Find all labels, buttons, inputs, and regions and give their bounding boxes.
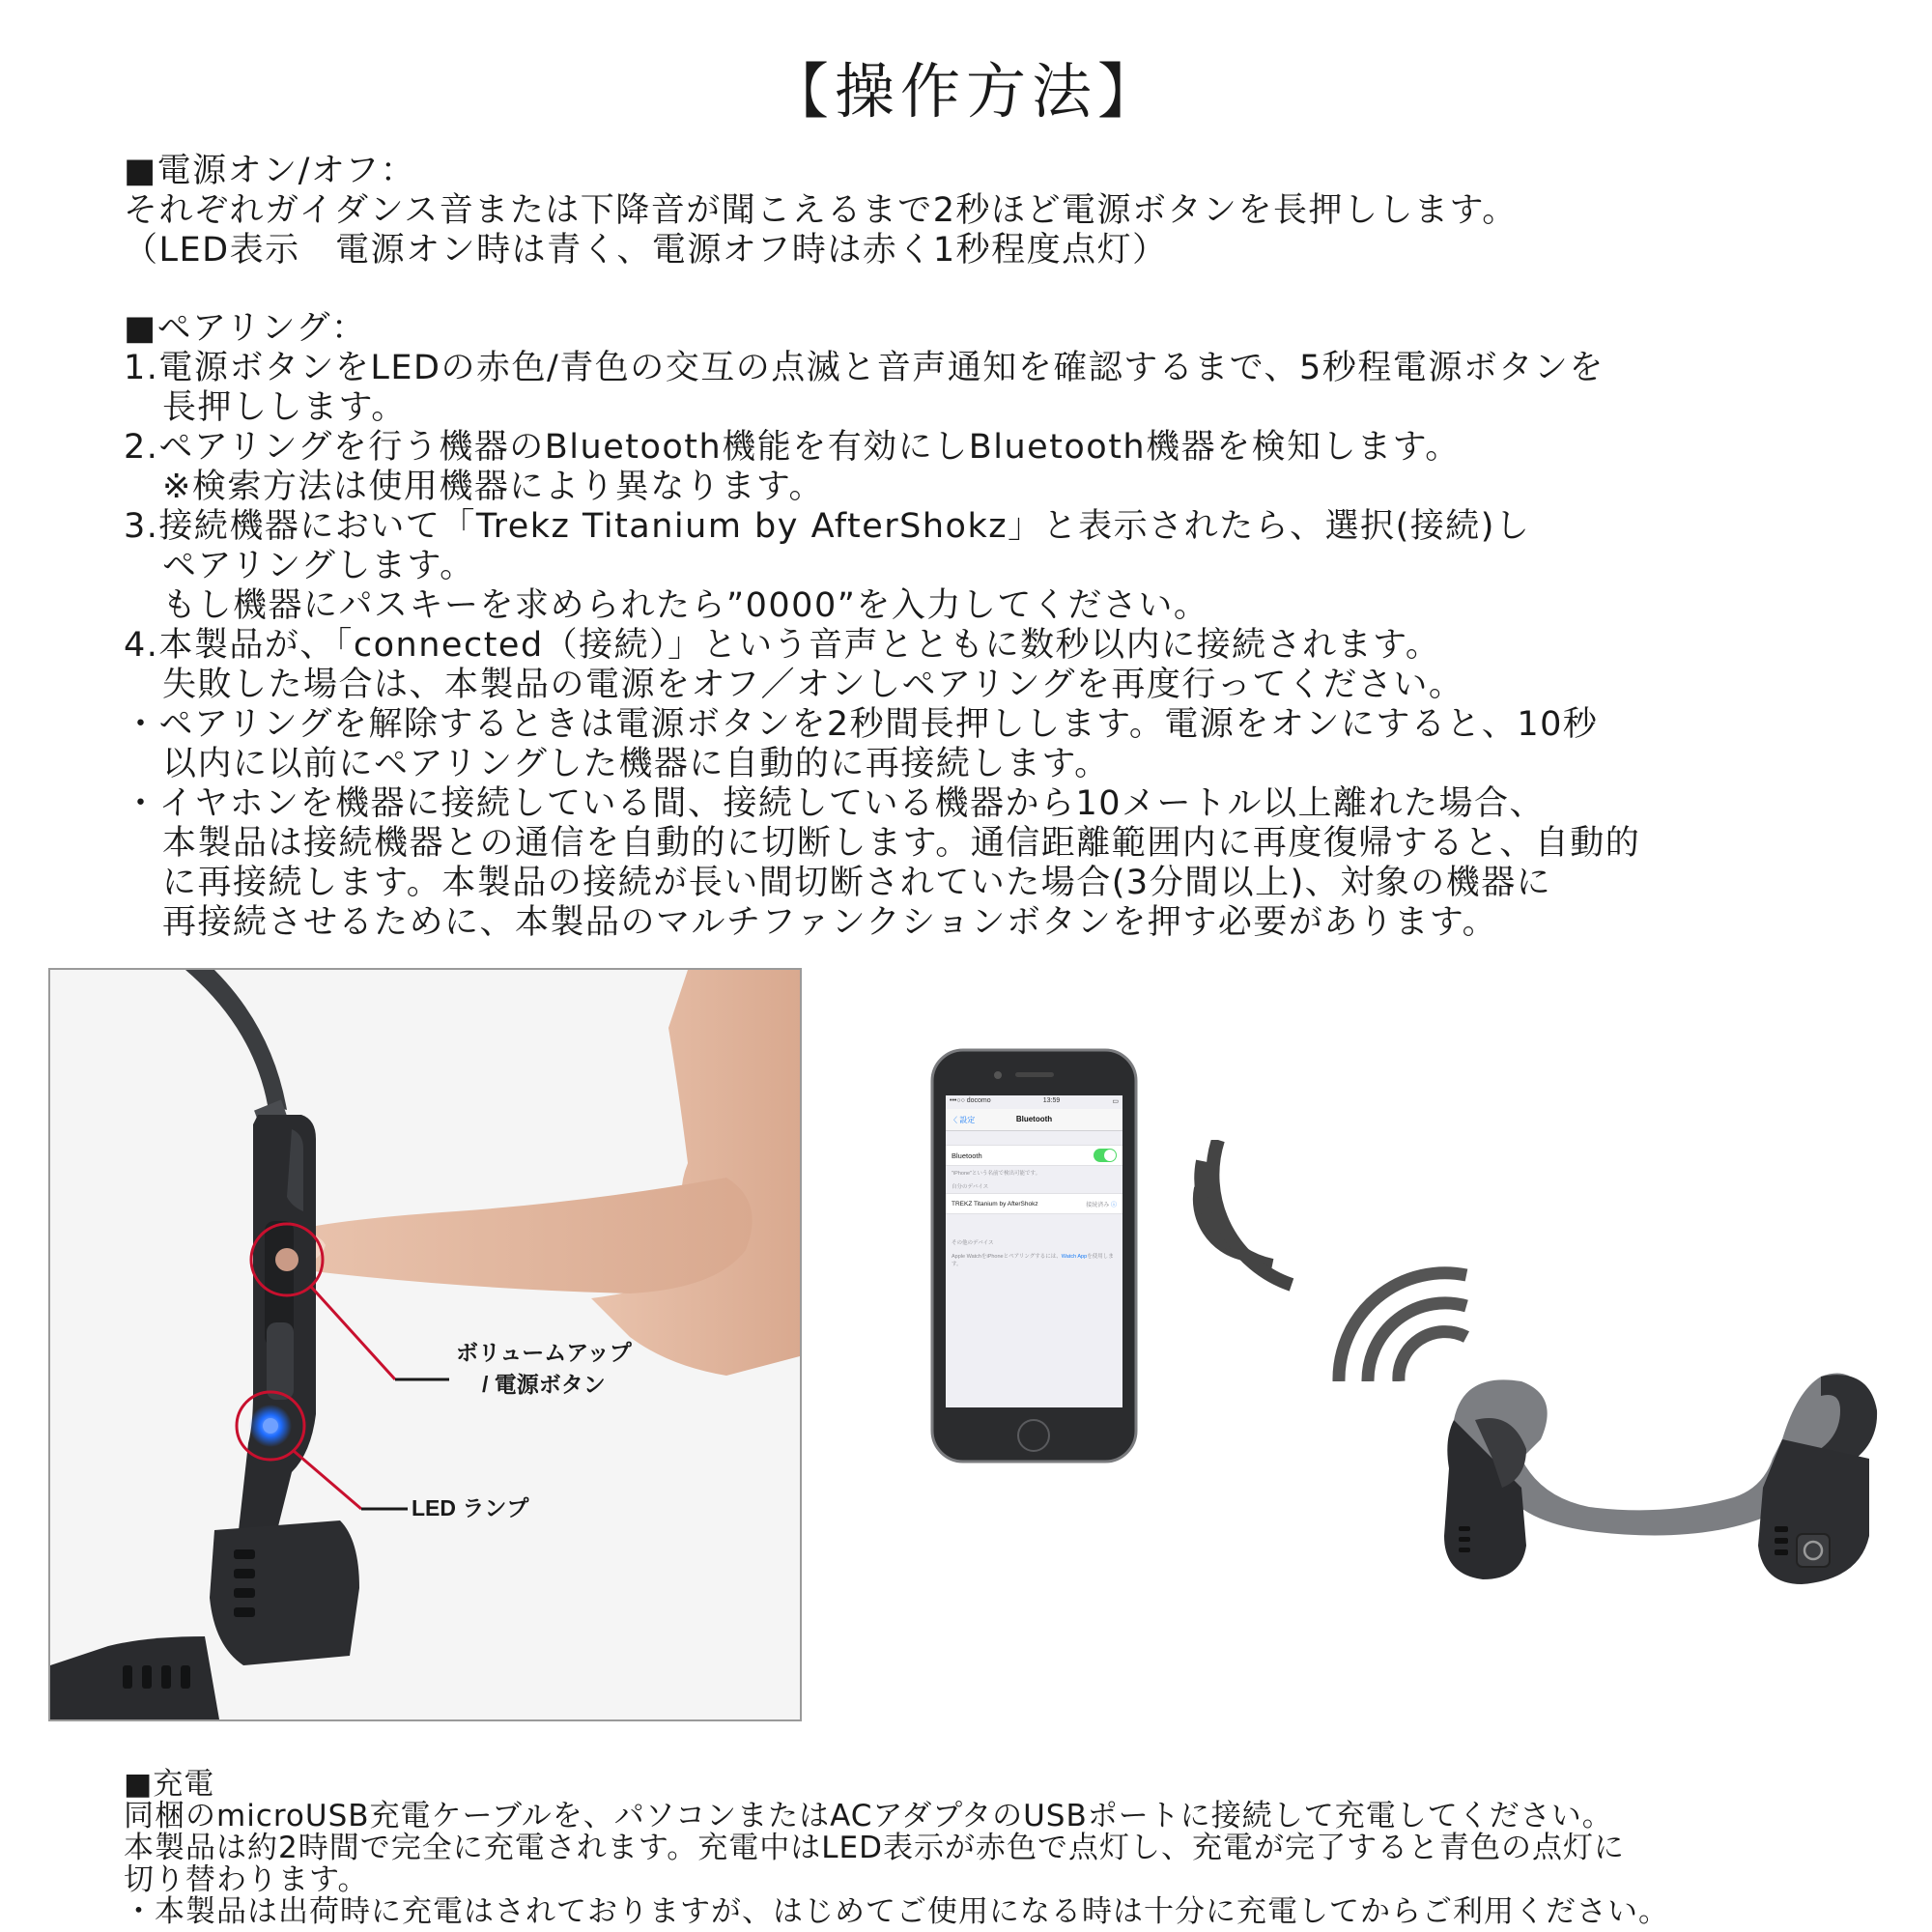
device-row[interactable] <box>946 1193 1122 1214</box>
phone-screen <box>946 1095 1122 1407</box>
headset-photo <box>48 968 802 1721</box>
watch-note <box>946 1249 1122 1270</box>
watch-app-link[interactable]: Watch App <box>1061 1254 1088 1260</box>
smartphone <box>930 1048 1138 1463</box>
power-section <box>124 152 1901 270</box>
charging-heading: ■充電 <box>124 1767 215 1802</box>
callout-volume-line1: ボリュームアップ <box>456 1340 632 1365</box>
power-heading: ■電源オン/オフ： <box>124 152 416 190</box>
pairing-line: もし機器にパスキーを求められたら”0000”を入力してください。 <box>162 586 1209 625</box>
volume-button-callout <box>456 1337 632 1401</box>
battery-icon: ▭ <box>1112 1098 1119 1105</box>
bluetooth-toggle[interactable] <box>1094 1149 1117 1162</box>
pairing-line: 3.接続機器において「Trekz Titanium by AfterShokz」と表示されたら、選択(接続)し <box>124 507 1531 546</box>
watch-note-text: Apple WatchをiPhoneとペアリングするには、 <box>952 1254 1062 1260</box>
headset-illustration <box>50 970 800 1719</box>
my-devices-header: 自分のデバイス <box>952 1184 989 1190</box>
device-name: TREKZ Titanium by AfterShokz <box>952 1200 1038 1208</box>
charging-line: 切り替わります。 <box>124 1862 369 1897</box>
charging-line: ・本製品は出荷時に充電はされておりますが、はじめてご使用になる時は十分に充電してからご利用ください。 <box>124 1894 1669 1929</box>
other-devices-header: その他のデバイス <box>952 1240 994 1246</box>
pairing-line: に再接続します。本製品の接続が長い間切断されていた場合(3分間以上)、対象の機器に <box>162 864 1552 902</box>
pairing-line: 以内に以前にペアリングした機器に自動的に再接続します。 <box>162 745 1110 783</box>
discoverable-note: "iPhone"という名前で検出可能です。 <box>952 1171 1041 1177</box>
pairing-line: 本製品は接続機器との通信を自動的に切断します。通信距離範囲内に再度復帰すると、自動的 <box>162 824 1641 863</box>
charging-line: 同梱のmicroUSB充電ケーブルを、パソコンまたはACアダプタのUSBポートに接続して充電してください。 <box>124 1799 1613 1833</box>
nav-bar <box>946 1109 1122 1131</box>
pairing-heading: ■ペアリング： <box>124 309 367 348</box>
pairing-line: 再接続させるために、本製品のマルチファンクションボタンを押す必要があります。 <box>162 903 1498 942</box>
charging-line: 本製品は約2時間で完全に充電されます。充電中はLED表示が赤色で点灯し、充電が完了すると青色の点灯に <box>124 1831 1625 1865</box>
pairing-section <box>124 309 1901 943</box>
power-line: それぞれガイダンス音または下降音が聞こえるまで2秒ほど電源ボタンを長押しします。 <box>124 191 1518 230</box>
pairing-line: ・イヤホンを機器に接続している間、接続している機器から10メートル以上離れた場合、 <box>124 784 1546 823</box>
headphones-product-image <box>1415 1352 1898 1604</box>
carrier-text: •••○○ docomo <box>950 1097 991 1104</box>
page-title: 【操作方法】 <box>768 56 1163 127</box>
status-time: 13:59 <box>1042 1097 1061 1104</box>
pairing-line: ※検索方法は使用機器により異なります。 <box>162 468 825 506</box>
pairing-line: 1.電源ボタンをLEDの赤色/青色の交互の点滅と音声通知を確認するまで、5秒程電源ボタンを <box>124 349 1605 387</box>
pairing-line: ペアリングします。 <box>162 547 475 585</box>
charging-section <box>124 1769 1901 1928</box>
pairing-line: 失敗した場合は、本製品の電源をオフ／オンしペアリングを再度行ってください。 <box>162 666 1464 704</box>
pairing-line: 4.本製品が、「connected（接続）」という音声とともに数秒以内に接続されます。 <box>124 626 1441 665</box>
callout-volume-line2: / 電源ボタン <box>481 1372 606 1397</box>
nav-title: Bluetooth <box>1015 1115 1053 1123</box>
signal-waves-icon <box>1183 1140 1299 1304</box>
back-button[interactable]: 〈 設定 <box>950 1116 976 1124</box>
device-status-text: 接続済み <box>1086 1202 1110 1208</box>
watch-note-tail: を使用します。 <box>952 1254 1114 1267</box>
device-status <box>1086 1200 1117 1208</box>
power-line: （LED表示 電源オン時は青く、電源オフ時は赤く1秒程度点灯） <box>124 231 1168 270</box>
bluetooth-row <box>946 1145 1122 1166</box>
led-lamp-callout: LED ランプ <box>412 1495 529 1520</box>
pairing-line: 長押しします。 <box>162 388 407 427</box>
pairing-line: 2.ペアリングを行う機器のBluetooth機能を有効にしBluetooth機器を検知します。 <box>124 428 1461 467</box>
pairing-line: ・ペアリングを解除するときは電源ボタンを2秒間長押しします。電源をオンにすると、10秒 <box>124 705 1599 744</box>
bluetooth-label: Bluetooth <box>952 1151 982 1160</box>
status-bar <box>946 1095 1122 1109</box>
info-icon[interactable]: ⓘ <box>1110 1202 1117 1208</box>
